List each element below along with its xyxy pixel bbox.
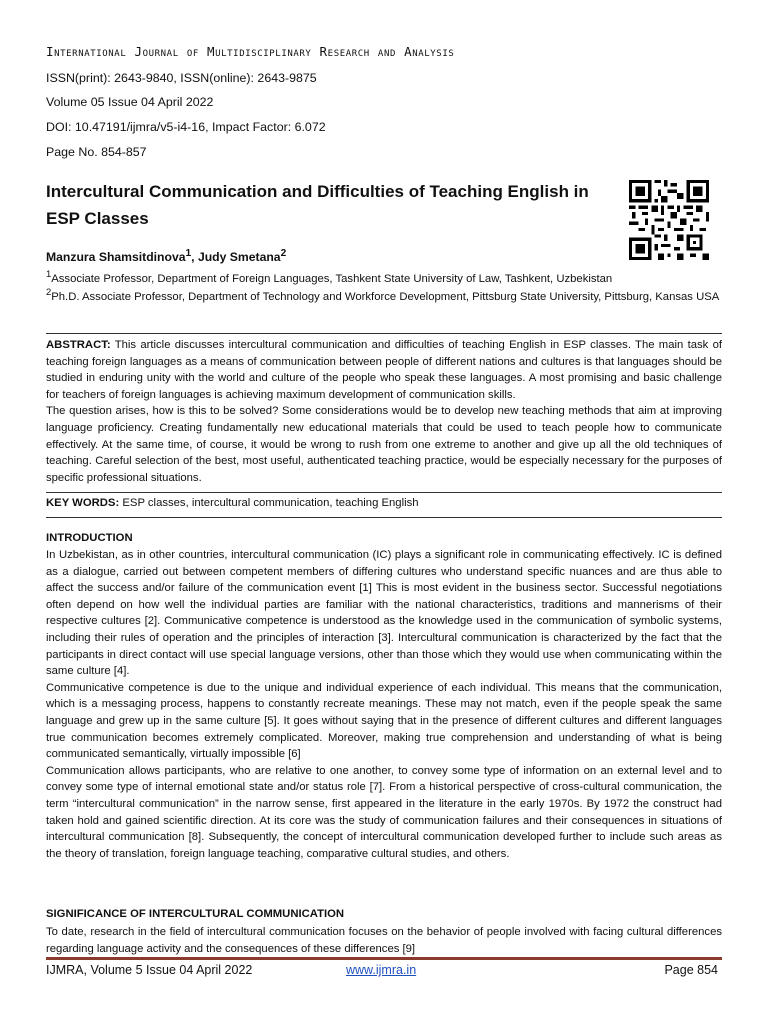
section-heading-significance: SIGNIFICANCE OF INTERCULTURAL COMMUNICATION — [46, 908, 345, 920]
divider — [46, 333, 722, 334]
page-number: Page 854 — [664, 963, 718, 977]
keywords-text: ESP classes, intercultural communication, teaching English — [119, 497, 419, 509]
abstract-label: ABSTRACT: — [46, 339, 111, 351]
journal-name: International Journal of Multidisciplinary Research and Analysis — [46, 44, 455, 59]
abstract-text: The question arises, how is this to be solved? Some considerations would be to develop new teaching methods that aim at improving language proficiency. Creating fundamentally new educational materials that could be used to teach people how to communicate effectively. At the same time, of course, it would be wrong to rush from one extreme to another and give up all the old techniques of teaching. Careful selection of the best, most useful, authenticated teaching practice, would be especially necessary for the purposes of specific professional situations. — [46, 405, 722, 484]
significance-body — [46, 924, 722, 957]
abstract-text: This article discusses intercultural communication and difficulties of teaching English in ESP classes. The main task of teaching foreign languages as a means of communication between people of different nations and cultures is that languages should be studied in enduring unity with the world and culture of the people who speak these languages. A most promising and basic challenge for teachers of foreign languages is achieving maximum development of communication skills. — [46, 339, 722, 401]
divider — [46, 492, 722, 493]
affiliation-marker: 1 — [46, 268, 52, 279]
qr-code-icon[interactable] — [626, 180, 712, 260]
author-separator: , — [191, 250, 198, 265]
journal-website-link[interactable]: www.ijmra.in — [346, 963, 417, 977]
footer-rule — [46, 957, 722, 960]
doi-line: DOI: 10.47191/ijmra/v5-i4-16, Impact Factor: 6.072 — [46, 120, 326, 134]
body-paragraph: To date, research in the field of intercultural communication focuses on the behavior of people involved with facing cultural differences regarding language activity and the consequences of these differences [9] — [46, 926, 722, 955]
affiliation-marker: 2 — [280, 248, 287, 259]
author-name: Judy Smetana — [197, 250, 281, 265]
keywords — [46, 497, 419, 509]
abstract — [46, 337, 722, 486]
author-name: Manzura Shamsitdinova — [46, 250, 186, 265]
footer-journal-info: IJMRA, Volume 5 Issue 04 April 2022 — [46, 963, 253, 977]
volume-line: Volume 05 Issue 04 April 2022 — [46, 95, 214, 109]
introduction-body — [46, 547, 722, 862]
affiliation-marker: 2 — [46, 286, 52, 297]
body-paragraph: Communication allows participants, who are relative to one another, to convey some type of information on an external level and to convey some type of internal emotional state and/or status role [7]. From a historical perspective of cross-cultural communication, the term “intercultural communication” in the narrow sense, first appeared in the literature in the early 1970s. By 1972 the construct had taken hold and gained scientific direction. At its core was the study of communication failures and their consequences in situations of intercultural communication [8]. Subsequently, the concept of intercultural communication developed further to include such areas as the theory of translation, foreign language teaching, comparative cultural studies, and others. — [46, 764, 722, 860]
body-paragraph: Communicative competence is due to the unique and individual experience of each individual. This means that the communication, which is a messaging process, happens to constantly recreate meanings. These may not match, even if the people speak the same language and grew up in the same culture [5]. It goes without saying that in the presence of different cultures and different languages true communication becomes extremely complicated. Moreover, making true comprehension and understanding of what is being communicated semantically, virtually impossible [6] — [46, 681, 722, 761]
page-range-line: Page No. 854-857 — [46, 145, 147, 159]
section-heading-introduction: INTRODUCTION — [46, 532, 133, 544]
affiliation-2 — [46, 284, 722, 305]
author-list — [46, 248, 286, 264]
divider — [46, 517, 722, 518]
body-paragraph: In Uzbekistan, as in other countries, intercultural communication (IC) plays a significant role in communicating effectively. IC is defined as a dialogue, carried out between competent members of differing cultures who understand specific nuances and are thus able to affect the success and/or failure of the communication event [1] This is most evident in the business sector. Successful negotiations often depend on how well the individual parties are familiar with the national characteristics, traditions and mannerisms of their respective cultures [2]. Communicative competence is understood as the knowledge used in the communication of symbolic systems, including their rules of operation and the principles of interaction [3]. Intercultural communication is characterized by the fact that the participants in direct contact will use special language versions, other than those which they would use when communicating within the same culture [4]. — [46, 549, 722, 678]
keywords-label: KEY WORDS: — [46, 497, 120, 509]
article-title: Intercultural Communication and Difficulties of Teaching English in ESP Classes — [46, 182, 589, 228]
affiliation-text: Associate Professor, Department of Foreign Languages, Tashkent State University of Law, Tashkent, Uzbekistan — [51, 272, 613, 285]
issn-line: ISSN(print): 2643-9840, ISSN(online): 2643-9875 — [46, 71, 317, 85]
affiliation-text: Ph.D. Associate Professor, Department of Technology and Workforce Development, Pittsburg State University, Pittsburg, Kansas USA — [51, 290, 720, 303]
affiliation-marker: 1 — [185, 248, 192, 259]
